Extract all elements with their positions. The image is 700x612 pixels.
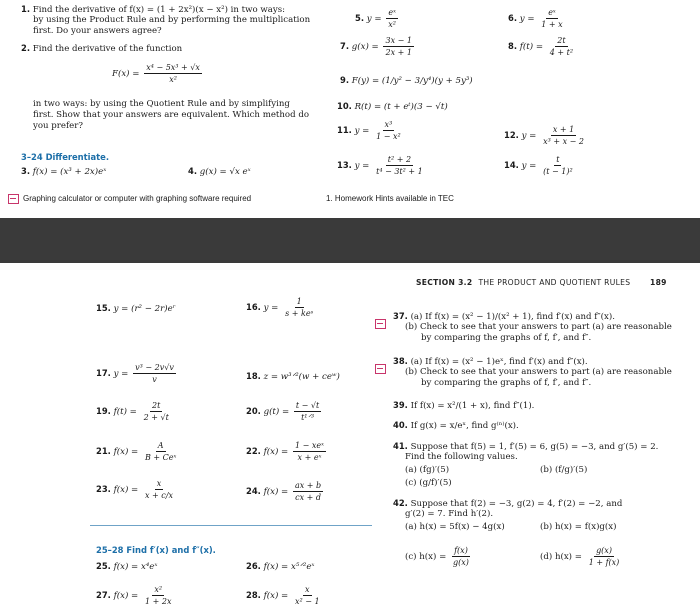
exercise-16: 16. y = $\frac{1}{\text{s + keˢ}}$	[246, 297, 314, 318]
exercise-15: 15. y = (r² − 2r)eʳ	[96, 303, 176, 314]
exercise-12: 12. y = $\frac{x + 1}{\text{x³ + x − 2}}$	[504, 125, 585, 146]
exercise-41b: (b) (f/g)′(5)	[540, 465, 588, 475]
exercise-2-formula: F(x) = $\frac{\text{x⁴ − 5x³ + √x}}{\text{x²}}$	[112, 63, 200, 84]
exercise-7: 7. g(x) = $\frac{3x - 1}{2x + 1}$	[340, 36, 412, 57]
exercise-1: 1. Find the derivative of f(x) = (1 + 2x²)(x − x²) in two ways:	[21, 4, 286, 15]
exercise-18: 18. z = w³ᐟ²(w + ceʷ)	[246, 371, 340, 382]
running-header: SECTION 3.2 THE PRODUCT AND QUOTIENT RULES	[416, 278, 631, 287]
exercise-11: 11. y = $\frac{\text{x³}}{\text{1 − x²}}$	[337, 120, 401, 141]
calculator-icon	[8, 194, 19, 204]
exercise-38b-line2: by comparing the graphs of f, f′, and f″.	[421, 378, 592, 388]
exercise-42b: (b) h(x) = f(x)g(x)	[540, 522, 617, 532]
exercise-19: 19. f(t) = $\frac{2t}{2 + √t}$	[96, 401, 169, 422]
exercise-2-line4: you prefer?	[33, 121, 83, 131]
exercise-27: 27. f(x) = $\frac{\text{x²}}{1 + 2x}$	[96, 585, 172, 606]
exercise-1-line3: first. Do your answers agree?	[33, 26, 162, 36]
section-divider	[90, 525, 372, 526]
textbook-page-bottom	[0, 263, 700, 612]
exercise-3: 3. f(x) = (x³ + 2x)eˣ	[21, 166, 107, 177]
exercise-20: 20. g(t) = $\frac{t - √t}{\text{t¹ᐟ³}}$	[246, 401, 320, 422]
exercise-23: 23. f(x) = $\frac{x}{x + c/x}$	[96, 479, 173, 500]
exercise-41: 41. Suppose that f(5) = 1, f′(5) = 6, g(5) = −3, and g′(5) = 2.	[393, 441, 659, 452]
exercise-10: 10. R(t) = (t + eᵗ)(3 − √t)	[337, 101, 448, 112]
exercise-25: 25. f(x) = x⁴eˣ	[96, 561, 158, 572]
exercise-37b-line2: by comparing the graphs of f, f′, and f″.	[421, 333, 592, 343]
exercise-28: 28. f(x) = $\frac{x}{\text{x² − 1}}$	[246, 585, 320, 606]
exercise-1-line2: by using the Product Rule and by performing the multiplication	[33, 15, 311, 25]
exercise-39: 39. If f(x) = x²/(1 + x), find f″(1).	[393, 400, 535, 411]
exercise-42c: (c) h(x) = $\frac{f(x)}{g(x)}$	[405, 546, 469, 567]
exercise-5: 5. y = $\frac{\text{eˣ}}{\text{x²}}$	[355, 8, 396, 29]
calculator-icon	[375, 364, 386, 374]
exercise-42d: (d) h(x) = $\frac{g(x)}{1 + f(x)}$	[540, 546, 620, 567]
exercise-41a: (a) (fg)′(5)	[405, 465, 450, 475]
exercise-38: 38. (a) If f(x) = (x² − 1)eˣ, find f′(x) and f″(x).	[393, 356, 588, 367]
exercise-13: 13. y = $\frac{\text{t² + 2}}{\text{t⁴ − 3t² + 1}}$	[337, 155, 423, 176]
exercise-2-line2: in two ways: by using the Quotient Rule and by simplifying	[33, 99, 290, 109]
exercise-38b: (b) Check to see that your answers to part (a) are reasonable	[405, 367, 672, 377]
exercise-37b: (b) Check to see that your answers to part (a) are reasonable	[405, 322, 672, 332]
exercise-21: 21. f(x) = $\frac{A}{\text{B + Ceˣ}}$	[96, 441, 177, 462]
exercise-2-line3: first. Show that your answers are equivalent. Which method do	[33, 110, 309, 120]
exercise-41c: (c) (g/f)′(5)	[405, 478, 452, 488]
exercise-14: 14. y = $\frac{t}{\text{(t − 1)²}}$	[504, 155, 573, 176]
exercise-4: 4. g(x) = √x eˣ	[188, 166, 251, 177]
exercise-42-line2: g′(2) = 7. Find h′(2).	[405, 509, 494, 519]
exercise-41-line2: Find the following values.	[405, 452, 518, 462]
exercise-2: 2. Find the derivative of the function	[21, 43, 183, 54]
calculator-icon-37	[375, 319, 390, 330]
page-separator	[0, 218, 700, 263]
exercise-37: 37. (a) If f(x) = (x² − 1)/(x² + 1), find f′(x) and f″(x).	[393, 311, 615, 322]
exercise-26: 26. f(x) = x⁵ᐟ²eˣ	[246, 561, 315, 572]
page-number: 189	[650, 278, 667, 287]
section-heading-25-28: 25–28 Find f′(x) and f″(x).	[96, 545, 216, 555]
exercise-22: 22. f(x) = $\frac{\text{1 − xeˣ}}{\text{x + eˣ}}$	[246, 441, 324, 462]
footer-hint-note: 1. Homework Hints available in TEC	[326, 194, 454, 203]
exercise-42: 42. Suppose that f(2) = −3, g(2) = 4, f′(2) = −2, and	[393, 498, 623, 509]
exercise-17: 17. y = $\frac{\text{v³ − 2v√v}}{v}$	[96, 363, 174, 384]
exercise-42a: (a) h(x) = 5f(x) − 4g(x)	[405, 522, 505, 532]
exercise-9: 9. F(y) = (1/y² − 3/y⁴)(y + 5y³)	[340, 75, 473, 86]
exercise-6: 6. y = $\frac{\text{eˣ}}{1 + x}$	[508, 8, 563, 29]
calculator-icon	[375, 319, 386, 329]
footer-calculator-note: Graphing calculator or computer with graphing software required	[8, 194, 251, 204]
textbook-page-top	[0, 0, 700, 218]
section-heading-3-24: 3–24 Differentiate.	[21, 152, 110, 162]
calculator-icon-38	[375, 364, 390, 375]
exercise-40: 40. If g(x) = x/eˣ, find g⁽ⁿ⁾(x).	[393, 420, 519, 431]
exercise-8: 8. f(t) = $\frac{2t}{\text{4 + t²}}$	[508, 36, 574, 57]
exercise-24: 24. f(x) = $\frac{ax + b}{cx + d}$	[246, 481, 322, 502]
